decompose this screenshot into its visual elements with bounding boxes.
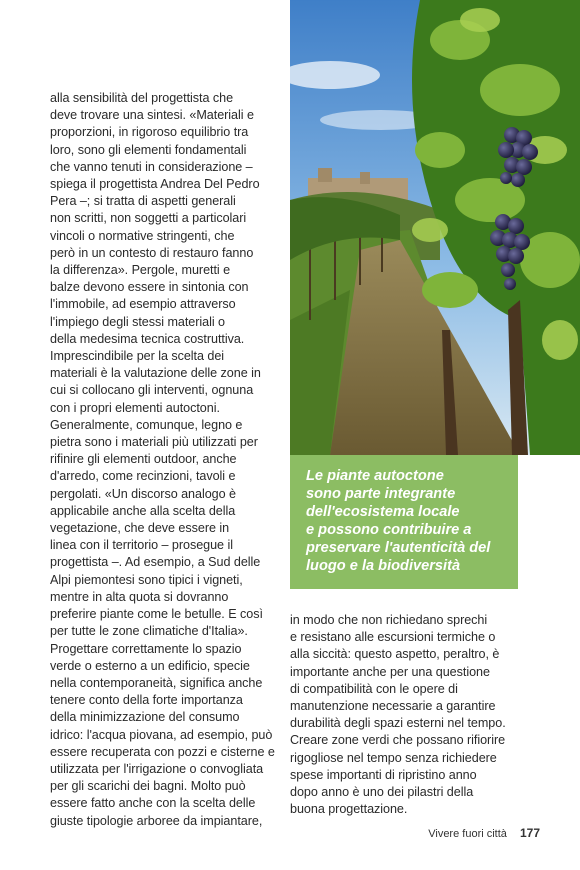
- body-text-line: linea con il territorio – prosegue il: [50, 538, 233, 553]
- body-text-line: tenere conto della forte importanza: [50, 693, 243, 708]
- body-text-line: Alpi piemontesi sono tipici i vigneti,: [50, 572, 243, 587]
- body-text-line: materiali è la valutazione delle zone in: [50, 366, 261, 381]
- vineyard-photo: [290, 0, 580, 455]
- page-footer: [428, 826, 540, 840]
- body-text-line: essere recuperata con pozzi e cisterne e: [50, 744, 275, 759]
- body-text-line: pietra sono i materiali più utilizzati per: [50, 435, 258, 450]
- body-text-line: in modo che non richiedano sprechi: [290, 613, 488, 627]
- body-text-line: vincoli o normative stringenti, che: [50, 228, 235, 243]
- body-text-line: cui si collocano gli interventi, ognuna: [50, 383, 254, 398]
- body-text-left-column: [50, 90, 280, 830]
- body-text-line: rifinire gli elementi outdoor, anche: [50, 452, 237, 467]
- caption-line: sono parte integrante: [306, 486, 456, 502]
- body-text-line: non scritti, non soggetti a particolari: [50, 211, 247, 226]
- body-text-line: balze devono essere in sintonia con: [50, 280, 249, 295]
- body-text-right-column: [290, 612, 522, 818]
- caption-line: luogo e la biodiversità: [306, 558, 461, 574]
- body-text-line: rigogliose nel tempo senza richiedere: [290, 750, 497, 765]
- body-text-line: progettista –. Ad esempio, a Sud delle: [50, 555, 261, 570]
- body-text-line: alla siccità: questo aspetto, peraltro, è: [290, 647, 500, 662]
- body-text-line: essere fatto anche con la scelta delle: [50, 796, 256, 811]
- body-text-line: la differenza». Pergole, muretti e: [50, 263, 231, 278]
- body-text-line: della medesima tecnica costruttiva.: [50, 331, 245, 346]
- body-text-line: Pera –; si tratta di aspetti generali: [50, 194, 236, 209]
- caption-line: dell'ecosistema locale: [306, 504, 460, 520]
- body-text-line: Creare zone verdi che possano rifiorire: [290, 733, 506, 748]
- body-text-line: e resistano alle escursioni termiche o: [290, 630, 496, 645]
- body-text-line: preferire piante come le betulle. E così: [50, 607, 263, 622]
- body-text-line: l'impiego degli stessi materiali o: [50, 314, 225, 329]
- body-text-line: spiega il progettista Andrea Del Pedro: [50, 177, 260, 192]
- body-text-line: proporzioni, in rigoroso equilibrio tra: [50, 125, 249, 140]
- body-text-line: l'immobile, ad esempio attraverso: [50, 297, 236, 312]
- body-text-line: Imprescindibile per la scelta dei: [50, 349, 225, 364]
- body-text-line: mentre in alta quota si dovranno: [50, 589, 229, 604]
- body-text-line: durabilità degli spazi esterni nel tempo.: [290, 716, 506, 731]
- body-text-line: giuste tipologie arboree da impiantare,: [50, 813, 263, 828]
- caption-line: e possono contribuire a: [306, 522, 472, 538]
- body-text-line: manutenzione necessarie a garantire: [290, 699, 496, 714]
- body-text-line: dopo anno è uno dei pilastri della: [290, 785, 474, 800]
- body-text-line: Generalmente, comunque, legno e: [50, 417, 243, 432]
- body-text-line: verde o esterno a un edificio, specie: [50, 658, 250, 673]
- body-text-line: nella contemporaneità, significa anche: [50, 675, 263, 690]
- body-text-line: utilizzata per l'irrigazione o convogliata: [50, 761, 264, 776]
- body-text-line: buona progettazione.: [290, 802, 408, 817]
- body-text-line: che vanno tenuti in considerazione –: [50, 159, 253, 174]
- body-text-line: per gli scarichi dei bagni. Molto può: [50, 779, 246, 794]
- body-text-line: spese importanti di ripristino anno: [290, 767, 477, 782]
- body-text-line: applicabile anche alla scelta della: [50, 503, 236, 518]
- body-text-line: con i propri elementi autoctoni.: [50, 400, 220, 415]
- body-text-line: Progettare correttamente lo spazio: [50, 641, 242, 656]
- photo-caption-box: [290, 455, 518, 589]
- body-text-line: d'arredo, come recinzioni, tavoli e: [50, 469, 236, 484]
- body-text-line: pergolati. «Un discorso analogo è: [50, 486, 236, 501]
- footer-section-title: Vivere fuori città: [428, 828, 507, 840]
- body-text-line: loro, sono gli elementi fondamentali: [50, 142, 247, 157]
- body-text-line: per tutte le zone climatiche d'Italia».: [50, 624, 248, 639]
- body-text-line: deve trovare una sintesi. «Materiali e: [50, 108, 254, 123]
- caption-line: preservare l'autenticità del: [306, 540, 491, 556]
- body-text-line: di compatibilità con le opere di: [290, 681, 458, 696]
- body-text-line: importante anche per una questione: [290, 664, 490, 679]
- body-text-line: idrico: l'acqua piovana, ad esempio, può: [50, 727, 273, 742]
- caption-line: Le piante autoctone: [306, 468, 444, 484]
- body-text-line: vegetazione, che deve essere in: [50, 521, 230, 536]
- body-text-line: della minimizzazione del consumo: [50, 710, 240, 725]
- body-text-line: alla sensibilità del progettista che: [50, 91, 234, 105]
- body-text-line: però in un contesto di restauro fanno: [50, 245, 254, 260]
- page-number: 177: [519, 826, 540, 840]
